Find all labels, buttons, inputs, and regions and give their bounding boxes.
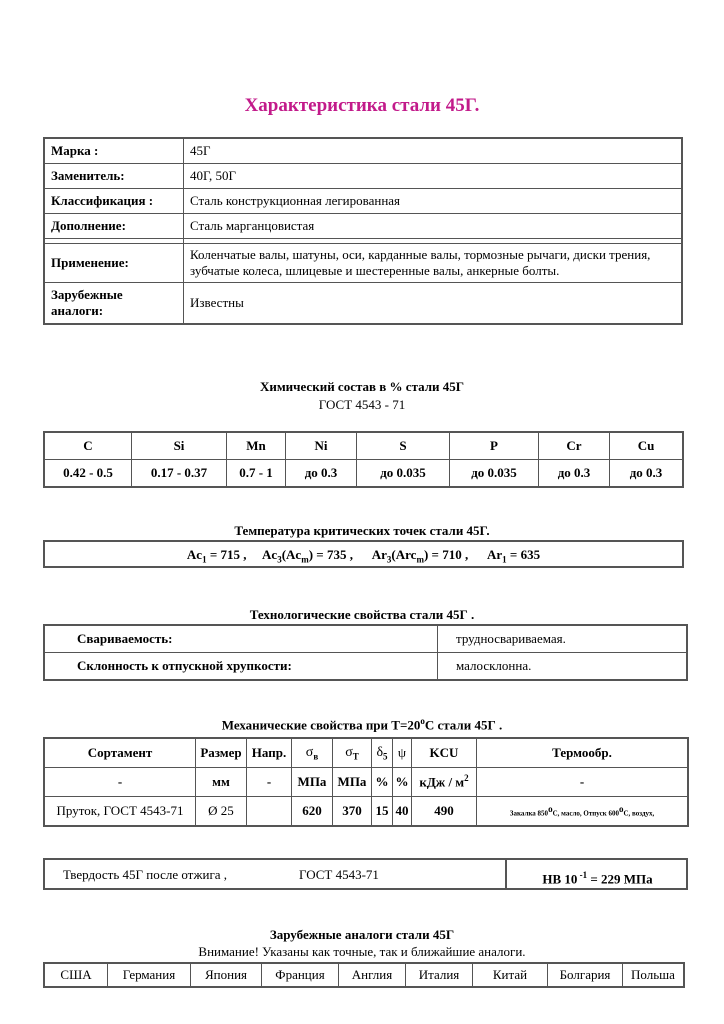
mech-unit-sb: МПа xyxy=(292,768,333,797)
chem-value: 0.7 - 1 xyxy=(227,460,286,488)
chem-header: Mn xyxy=(227,432,286,460)
hardness-box xyxy=(43,858,688,890)
table-row xyxy=(44,214,682,239)
mech-unit-heat: - xyxy=(477,768,689,797)
chem-value: до 0.035 xyxy=(357,460,450,488)
chem-value: 0.42 - 0.5 xyxy=(44,460,132,488)
info-value: Коленчатые валы, шатуны, оси, карданные валы, тормозные рычаги, диски трения, зубчатые колеса, шлицевые и шестеренные валы, анкерные болты. xyxy=(184,244,683,283)
table-row xyxy=(44,738,688,768)
ac3-value: ) = 735 , xyxy=(308,547,353,562)
sigma-b-symbol: σ xyxy=(305,745,314,761)
mech-title-text: Механические свойства при Т=20 xyxy=(221,717,421,733)
country-cell: Китай xyxy=(473,963,548,987)
table-row xyxy=(44,460,683,488)
chem-header: P xyxy=(450,432,539,460)
info-value: 40Г, 50Г xyxy=(184,164,683,189)
hb-sup: -1 xyxy=(577,870,588,880)
sigma-b-sub: в xyxy=(313,751,319,762)
mech-header-sb xyxy=(292,738,333,768)
mech-unit-size: мм xyxy=(196,768,247,797)
hb-label: HB 10 xyxy=(542,871,578,887)
country-cell: Англия xyxy=(339,963,406,987)
tech-value: трудносвариваемая. xyxy=(438,625,688,653)
heat-part: C, масло, Отпуск 600 xyxy=(552,809,619,818)
chem-standard: ГОСТ 4543 - 71 xyxy=(318,397,406,412)
tech-table xyxy=(43,624,688,681)
ar1-label: Ar xyxy=(487,547,503,562)
chem-header: Ni xyxy=(286,432,357,460)
mech-unit-psi: % xyxy=(393,768,412,797)
info-key: Дополнение: xyxy=(44,214,184,239)
ac1-value: = 715 , xyxy=(206,547,247,562)
ac3-sub2: m xyxy=(301,554,309,565)
info-key: Заменитель: xyxy=(44,164,184,189)
country-cell: США xyxy=(44,963,108,987)
ac1-point xyxy=(186,547,247,565)
foreign-title: Зарубежные аналоги стали 45Г xyxy=(269,927,455,942)
chem-table xyxy=(43,431,684,488)
table-row xyxy=(44,189,682,214)
ar3-value: ) = 710 , xyxy=(423,547,469,562)
sigma-t-symbol: σ xyxy=(345,745,353,761)
hardness-standard: ГОСТ 4543-71 xyxy=(299,867,379,882)
kcu-unit: кДж / м xyxy=(419,774,465,790)
tech-title: Технологические свойства стали 45Г . xyxy=(249,607,475,622)
table-row xyxy=(44,283,682,325)
heat-sup: o xyxy=(618,804,624,815)
country-cell: Япония xyxy=(191,963,262,987)
mech-unit-sort: - xyxy=(44,768,196,797)
kcu-unit-sup: 2 xyxy=(464,773,469,784)
chem-header: S xyxy=(357,432,450,460)
ac3-sub: 3 xyxy=(277,554,282,565)
mech-title xyxy=(0,716,724,733)
country-cell: Болгария xyxy=(548,963,623,987)
mech-header-dir: Напр. xyxy=(247,738,292,768)
crit-points xyxy=(43,540,684,568)
country-cell: Франция xyxy=(262,963,339,987)
chem-value: до 0.3 xyxy=(610,460,684,488)
ac1-label: Ac xyxy=(186,547,203,562)
heat-sup: o xyxy=(548,804,553,815)
ar3-mid: (Arc xyxy=(391,547,417,562)
chem-value: 0.17 - 0.37 xyxy=(132,460,227,488)
mech-row-size: Ø 25 xyxy=(196,797,247,827)
ar3-label: Ar xyxy=(371,547,387,562)
ac3-mid: (Ac xyxy=(281,547,302,562)
mech-row-sort: Пруток, ГОСТ 4543-71 xyxy=(44,797,196,827)
mech-unit-dir: - xyxy=(247,768,292,797)
mech-header-kcu: KCU xyxy=(412,738,477,768)
table-row xyxy=(44,138,682,164)
mech-title-end: С стали 45Г . xyxy=(424,717,503,733)
hardness-value xyxy=(505,860,688,888)
chem-header: Cr xyxy=(539,432,610,460)
info-key: Применение: xyxy=(44,244,184,283)
delta-symbol: δ xyxy=(376,745,384,761)
table-row xyxy=(44,653,687,681)
mech-table xyxy=(43,737,689,827)
country-cell: Германия xyxy=(108,963,191,987)
info-key: Классификация : xyxy=(44,189,184,214)
info-table xyxy=(43,137,683,325)
table-row xyxy=(44,164,682,189)
chem-value: до 0.3 xyxy=(286,460,357,488)
mech-row-heat xyxy=(477,797,689,827)
country-cell: Италия xyxy=(406,963,473,987)
ac1-sub: 1 xyxy=(202,554,207,565)
table-row xyxy=(44,244,682,283)
mech-header-psi: ψ xyxy=(393,738,412,768)
mech-row-delta: 15 xyxy=(372,797,393,827)
mech-header-size: Размер xyxy=(196,738,247,768)
table-row xyxy=(44,625,687,653)
mech-unit-st: МПа xyxy=(333,768,372,797)
mech-header-delta xyxy=(372,738,393,768)
mech-unit-delta: % xyxy=(372,768,393,797)
table-row xyxy=(44,963,684,987)
mech-header-heat: Термообр. xyxy=(477,738,689,768)
table-row xyxy=(44,768,688,797)
ar1-sub: 1 xyxy=(502,554,507,565)
crit-title: Температура критических точек стали 45Г. xyxy=(234,523,490,538)
chem-header: C xyxy=(44,432,132,460)
tech-key: Свариваемость: xyxy=(44,625,438,653)
delta-sub: 5 xyxy=(383,751,388,762)
mech-header-sort: Сортамент xyxy=(44,738,196,768)
chem-value: до 0.035 xyxy=(450,460,539,488)
ar1-point xyxy=(487,547,541,565)
mech-title-sup: o xyxy=(420,716,425,726)
info-value: Сталь марганцовистая xyxy=(184,214,683,239)
info-value: Сталь конструкционная легированная xyxy=(184,189,683,214)
mech-row-sb: 620 xyxy=(292,797,333,827)
mech-row-dir xyxy=(247,797,292,827)
mech-row-st: 370 xyxy=(333,797,372,827)
country-cell: Польша xyxy=(623,963,685,987)
ac3-label: Ac xyxy=(262,547,278,562)
table-row xyxy=(44,432,683,460)
hb-value: = 229 МПа xyxy=(587,871,653,887)
mech-unit-kcu xyxy=(412,768,477,797)
ar3-sub2: m xyxy=(416,554,424,565)
foreign-note: Внимание! Указаны как точные, так и ближайшие аналоги. xyxy=(198,944,526,959)
heat-part: Закалка 850 xyxy=(509,809,549,818)
info-key: Марка : xyxy=(44,138,184,164)
info-value: 45Г xyxy=(184,138,683,164)
mech-row-kcu: 490 xyxy=(412,797,477,827)
info-key: Зарубежные аналоги: xyxy=(44,283,184,325)
info-value: Известны xyxy=(184,283,683,325)
ac3-point xyxy=(262,547,353,565)
tech-value: малосклонна. xyxy=(438,653,688,681)
ar3-point xyxy=(371,547,469,565)
sigma-t-sub: T xyxy=(352,751,359,762)
chem-header: Cu xyxy=(610,432,684,460)
ar3-sub: 3 xyxy=(386,554,392,565)
heat-part: C, воздух, xyxy=(623,809,655,818)
chem-title: Химический состав в % стали 45Г xyxy=(259,379,465,394)
ar1-value: = 635 xyxy=(506,547,541,562)
hardness-label: Твердость 45Г после отжига , xyxy=(63,867,228,882)
mech-header-st xyxy=(333,738,372,768)
chem-header: Si xyxy=(132,432,227,460)
tech-key: Склонность к отпускной хрупкости: xyxy=(44,653,438,681)
table-row xyxy=(44,797,688,827)
foreign-table xyxy=(43,962,685,988)
page-title: Характеристика стали 45Г. xyxy=(244,95,480,116)
mech-row-psi: 40 xyxy=(393,797,412,827)
chem-value: до 0.3 xyxy=(539,460,610,488)
